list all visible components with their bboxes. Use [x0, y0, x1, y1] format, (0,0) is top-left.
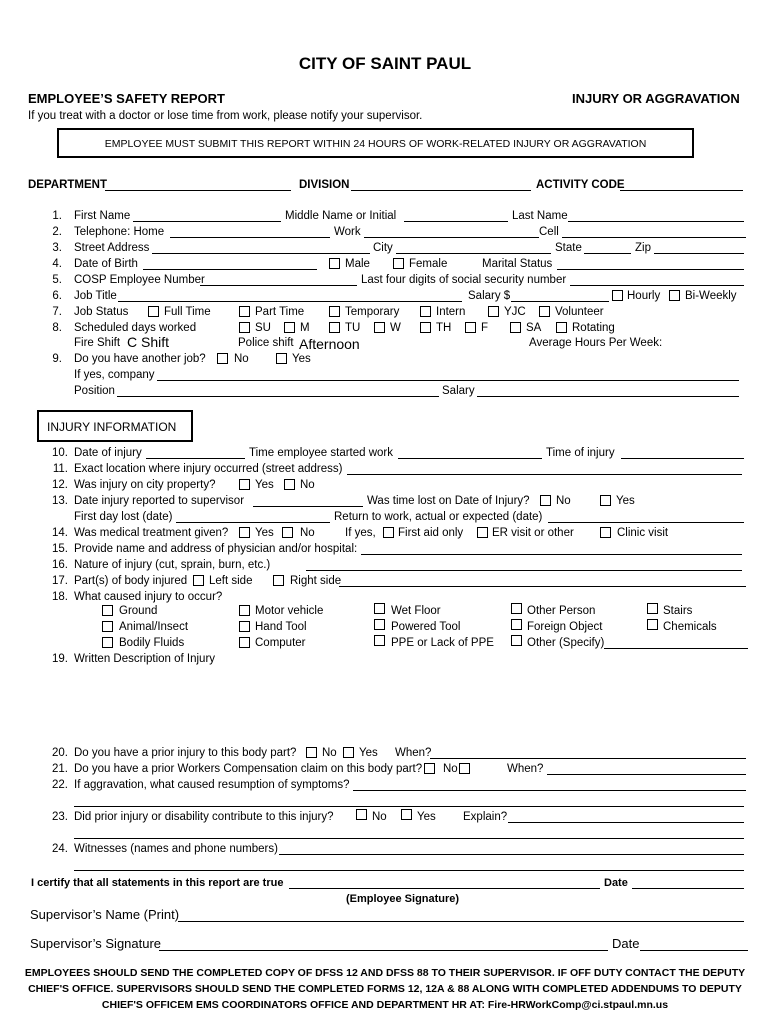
cell-label: Cell	[539, 226, 559, 238]
date-injury-field[interactable]	[146, 458, 245, 459]
return-work-label: Return to work, actual or expected (date)	[334, 511, 543, 523]
home-phone-field[interactable]	[170, 237, 330, 238]
time-started-field[interactable]	[398, 458, 542, 459]
volunteer-checkbox[interactable]	[539, 306, 550, 317]
prior-injury-when-label: When?	[395, 747, 432, 759]
aggravation-label: If aggravation, what caused resumption of symptoms?	[74, 779, 350, 791]
explain-label: Explain?	[463, 811, 508, 823]
item-number: 6.	[52, 290, 62, 302]
prior-injury-yes-label: Yes	[359, 747, 378, 759]
contribute-no-checkbox[interactable]	[356, 809, 367, 820]
male-checkbox[interactable]	[329, 258, 340, 269]
certify-statement: I certify that all statements in this report are true	[31, 877, 284, 889]
time-lost-yes-label: Yes	[616, 495, 635, 507]
item-number: 1.	[52, 210, 62, 222]
item-number: 16.	[52, 559, 68, 571]
fire-shift-label: Fire Shift	[74, 337, 121, 349]
time-lost-yes-checkbox[interactable]	[600, 495, 611, 506]
bodily-fluids-checkbox[interactable]	[102, 637, 113, 648]
animal-label: Animal/Insect	[119, 621, 189, 633]
full-time-label: Full Time	[164, 306, 211, 318]
aggravation-field-line2[interactable]	[74, 806, 744, 807]
item-number: 11.	[52, 463, 68, 475]
zip-field[interactable]	[654, 253, 744, 254]
computer-checkbox[interactable]	[239, 637, 250, 648]
prior-claim-yes-checkbox[interactable]	[459, 763, 470, 774]
division-label: DIVISION	[299, 179, 350, 191]
city-property-yes-label: Yes	[255, 479, 274, 491]
item-number: 17.	[52, 575, 68, 587]
salary2-label: Salary	[442, 385, 475, 397]
friday-label: F	[481, 322, 489, 334]
job-title-label: Job Title	[74, 290, 117, 302]
time-injury-field[interactable]	[621, 458, 744, 459]
clinic-visit-checkbox[interactable]	[600, 527, 611, 538]
time-started-label: Time employee started work	[249, 447, 394, 459]
salary-label: Salary $	[468, 290, 511, 302]
return-work-field[interactable]	[548, 522, 744, 523]
medical-yes-label: Yes	[255, 527, 274, 539]
cosp-number-field[interactable]	[200, 285, 357, 286]
submit-notice: EMPLOYEE MUST SUBMIT THIS REPORT WITHIN 24 HOURS OF WORK-RELATED INJURY OR AGGRAVATION	[104, 138, 647, 150]
nature-field[interactable]	[306, 570, 742, 571]
city-property-no-label: No	[300, 479, 315, 491]
division-field[interactable]	[351, 190, 531, 191]
temporary-label: Temporary	[345, 306, 400, 318]
first-day-lost-label: First day lost (date)	[74, 511, 173, 523]
volunteer-label: Volunteer	[555, 306, 604, 318]
time-lost-no-checkbox[interactable]	[540, 495, 551, 506]
first-day-lost-field[interactable]	[176, 522, 330, 523]
item-number: 20.	[52, 747, 68, 759]
hourly-label: Hourly	[627, 290, 661, 302]
prior-injury-no-label: No	[322, 747, 337, 759]
supervisor-signature-field[interactable]	[159, 950, 608, 951]
full-time-checkbox[interactable]	[148, 306, 159, 317]
middle-name-field[interactable]	[404, 221, 508, 222]
prior-claim-no-label: No	[443, 763, 458, 775]
item-number: 22.	[52, 779, 68, 791]
right-side-label: Right side	[290, 575, 342, 587]
date-reported-label: Date injury reported to supervisor	[74, 495, 245, 507]
ssn-field[interactable]	[570, 285, 744, 286]
er-visit-label: ER visit or other	[492, 527, 574, 539]
job-title-field[interactable]	[118, 301, 462, 302]
hand-tool-label: Hand Tool	[255, 621, 307, 633]
yjc-label: YJC	[504, 306, 526, 318]
police-shift-value[interactable]: Afternoon	[299, 336, 360, 352]
employee-signature-caption: (Employee Signature)	[346, 893, 460, 905]
rotating-label: Rotating	[572, 322, 615, 334]
activity-code-field[interactable]	[620, 190, 743, 191]
location-label: Exact location where injury occurred (street address)	[74, 463, 343, 475]
hourly-checkbox[interactable]	[612, 290, 623, 301]
city-label: City	[373, 242, 393, 254]
stairs-label: Stairs	[663, 605, 693, 617]
powered-tool-label: Powered Tool	[391, 621, 461, 633]
cause-label: What caused injury to occur?	[74, 591, 223, 603]
prior-claim-no-checkbox[interactable]	[424, 763, 435, 774]
marital-status-field[interactable]	[557, 269, 744, 270]
time-lost-no-label: No	[556, 495, 571, 507]
contribute-no-label: No	[372, 811, 387, 823]
foreign-object-label: Foreign Object	[527, 621, 603, 633]
first-aid-checkbox[interactable]	[383, 527, 394, 538]
bodily-fluids-label: Bodily Fluids	[119, 637, 185, 649]
item-number: 13.	[52, 495, 68, 507]
witnesses-field-line2[interactable]	[74, 870, 744, 871]
item-number: 8.	[52, 322, 62, 334]
part-time-label: Part Time	[255, 306, 305, 318]
prior-injury-when-field[interactable]	[430, 758, 746, 759]
sunday-label: SU	[255, 322, 271, 334]
salary-field[interactable]	[511, 301, 609, 302]
left-side-label: Left side	[209, 575, 253, 587]
supervisor-name-label: Supervisor’s Name (Print)	[30, 907, 180, 922]
city-property-no-checkbox[interactable]	[284, 479, 295, 490]
wet-floor-checkbox[interactable]	[374, 603, 385, 614]
thursday-label: TH	[436, 322, 452, 334]
location-field[interactable]	[347, 474, 742, 475]
scheduled-days-label: Scheduled days worked	[74, 322, 197, 334]
certify-date-field[interactable]	[632, 888, 744, 889]
stairs-checkbox[interactable]	[647, 603, 658, 614]
company-field[interactable]	[157, 380, 739, 381]
yjc-checkbox[interactable]	[488, 306, 499, 317]
salary2-field[interactable]	[477, 396, 739, 397]
hand-tool-checkbox[interactable]	[239, 621, 250, 632]
wednesday-label: W	[390, 322, 401, 334]
city-property-label: Was injury on city property?	[74, 479, 216, 491]
marital-status-label: Marital Status	[482, 258, 553, 270]
intern-label: Intern	[436, 306, 466, 318]
clinic-visit-label: Clinic visit	[617, 527, 669, 539]
prior-injury-no-checkbox[interactable]	[306, 747, 317, 758]
item-number: 7.	[52, 306, 62, 318]
item-number: 4.	[52, 258, 62, 270]
footer-line-1: EMPLOYEES SHOULD SEND THE COMPLETED COPY OF DFSS 12 AND DFSS 88 TO THEIR SUPERVISOR. IF OFF DUTY CONTACT THE DEPUTY	[24, 967, 746, 979]
sunday-checkbox[interactable]	[239, 322, 250, 333]
animal-checkbox[interactable]	[102, 621, 113, 632]
item-number: 21.	[52, 763, 68, 775]
another-job-yes-label: Yes	[292, 353, 311, 365]
powered-tool-checkbox[interactable]	[374, 619, 385, 630]
chemicals-label: Chemicals	[663, 621, 717, 633]
medical-no-checkbox[interactable]	[282, 527, 293, 538]
if-yes-label: If yes,	[345, 527, 376, 539]
temporary-checkbox[interactable]	[329, 306, 340, 317]
another-job-no-label: No	[234, 353, 249, 365]
witnesses-field[interactable]	[279, 854, 744, 855]
item-number: 3.	[52, 242, 62, 254]
prior-claim-label: Do you have a prior Workers Compensation claim on this body part?	[74, 763, 423, 775]
state-field[interactable]	[584, 253, 631, 254]
supervisor-date-field[interactable]	[640, 950, 748, 951]
first-name-field[interactable]	[133, 221, 281, 222]
thursday-checkbox[interactable]	[420, 322, 431, 333]
body-parts-field[interactable]	[339, 586, 746, 587]
job-status-label: Job Status	[74, 306, 129, 318]
ppe-checkbox[interactable]	[374, 635, 385, 646]
friday-checkbox[interactable]	[465, 322, 476, 333]
item-number: 24.	[52, 843, 68, 855]
monday-label: M	[300, 322, 310, 334]
company-label: If yes, company	[74, 369, 155, 381]
city-field[interactable]	[396, 253, 551, 254]
physician-field[interactable]	[361, 554, 742, 555]
item-number: 19.	[52, 653, 68, 665]
other-person-checkbox[interactable]	[511, 603, 522, 614]
left-side-checkbox[interactable]	[193, 575, 204, 586]
biweekly-checkbox[interactable]	[669, 290, 680, 301]
date-reported-field[interactable]	[253, 506, 363, 507]
another-job-label: Do you have another job?	[74, 353, 206, 365]
date-injury-label: Date of injury	[74, 447, 142, 459]
notice-text: If you treat with a doctor or lose time from work, please notify your supervisor.	[28, 110, 423, 122]
other-specify-label: Other (Specify)	[527, 637, 605, 649]
time-lost-label: Was time lost on Date of Injury?	[367, 495, 530, 507]
street-label: Street Address	[74, 242, 150, 254]
police-shift-label: Police shift	[238, 337, 294, 349]
department-label: DEPARTMENT	[28, 179, 108, 191]
supervisor-signature-label: Supervisor’s Signature	[30, 936, 162, 951]
foreign-object-checkbox[interactable]	[511, 619, 522, 630]
er-visit-checkbox[interactable]	[477, 527, 488, 538]
medical-no-label: No	[300, 527, 315, 539]
item-number: 14.	[52, 527, 68, 539]
physician-label: Provide name and address of physician and/or hospital:	[74, 543, 358, 555]
position-label: Position	[74, 385, 115, 397]
male-label: Male	[345, 258, 370, 270]
zip-label: Zip	[635, 242, 651, 254]
first-aid-label: First aid only	[398, 527, 464, 539]
other-person-label: Other Person	[527, 605, 596, 617]
item-number: 5.	[52, 274, 62, 286]
wednesday-checkbox[interactable]	[374, 322, 385, 333]
ground-checkbox[interactable]	[102, 605, 113, 616]
another-job-no-checkbox[interactable]	[217, 353, 228, 364]
dob-label: Date of Birth	[74, 258, 138, 270]
motor-vehicle-checkbox[interactable]	[239, 605, 250, 616]
explain-field[interactable]	[508, 822, 744, 823]
footer-line-2: CHIEF'S OFFICE. SUPERVISORS SHOULD SEND THE COMPLETED FORMS 12, 12A & 88 ALONG WITH COMPLETED ADDENDUMS TO DEPUTY	[28, 983, 742, 995]
ssn-label: Last four digits of social security number	[361, 274, 567, 286]
cosp-number-label: COSP Employee Number	[74, 274, 205, 286]
last-name-field[interactable]	[568, 221, 744, 222]
rotating-checkbox[interactable]	[556, 322, 567, 333]
right-side-checkbox[interactable]	[273, 575, 284, 586]
state-label: State	[555, 242, 582, 254]
item-number: 15.	[52, 543, 68, 555]
motor-vehicle-label: Motor vehicle	[255, 605, 324, 617]
item-number: 23.	[52, 811, 68, 823]
street-field[interactable]	[152, 253, 370, 254]
contribute-yes-label: Yes	[417, 811, 436, 823]
cell-field[interactable]	[562, 237, 746, 238]
work-phone-label: Work	[334, 226, 361, 238]
department-field[interactable]	[105, 190, 291, 191]
time-injury-label: Time of injury	[546, 447, 615, 459]
item-number: 10.	[52, 447, 68, 459]
item-number: 12.	[52, 479, 68, 491]
biweekly-label: Bi-Weekly	[685, 290, 737, 302]
ground-label: Ground	[119, 605, 158, 617]
other-specify-checkbox[interactable]	[511, 635, 522, 646]
medical-yes-checkbox[interactable]	[239, 527, 250, 538]
chemicals-checkbox[interactable]	[647, 619, 658, 630]
prior-claim-when-field[interactable]	[547, 774, 746, 775]
part-time-checkbox[interactable]	[239, 306, 250, 317]
first-name-label: First Name	[74, 210, 131, 222]
female-label: Female	[409, 258, 448, 270]
middle-name-label: Middle Name or Initial	[285, 210, 397, 222]
report-title: EMPLOYEE’S SAFETY REPORT	[28, 91, 225, 106]
aggravation-field[interactable]	[353, 790, 746, 791]
item-number: 18.	[52, 591, 68, 603]
fire-shift-value[interactable]: C Shift	[127, 334, 170, 350]
dob-field[interactable]	[143, 269, 317, 270]
explain-field-line2[interactable]	[74, 838, 744, 839]
employee-signature-field[interactable]	[289, 888, 600, 889]
average-hours-label: Average Hours Per Week:	[529, 337, 663, 349]
intern-checkbox[interactable]	[420, 306, 431, 317]
witnesses-label: Witnesses (names and phone numbers)	[74, 843, 278, 855]
work-phone-field[interactable]	[364, 237, 539, 238]
prior-claim-when-label: When?	[507, 763, 544, 775]
ppe-label: PPE or Lack of PPE	[391, 637, 494, 649]
injury-header: INJURY INFORMATION	[47, 420, 177, 434]
monday-checkbox[interactable]	[284, 322, 295, 333]
contribute-yes-checkbox[interactable]	[401, 809, 412, 820]
supervisor-date-label: Date	[612, 936, 640, 951]
telephone-home-label: Telephone: Home	[74, 226, 165, 238]
saturday-label: SA	[526, 322, 542, 334]
footer-line-3: CHIEF'S OFFICEM EMS COORDINATORS OFFICE AND DEPARTMENT HR AT: Fire-HRWorkComp@ci.stpaul.mn.us	[101, 999, 669, 1011]
saturday-checkbox[interactable]	[510, 322, 521, 333]
prior-injury-yes-checkbox[interactable]	[343, 747, 354, 758]
contribute-label: Did prior injury or disability contribute to this injury?	[74, 811, 334, 823]
description-label: Written Description of Injury	[74, 653, 216, 665]
supervisor-name-field[interactable]	[178, 921, 744, 922]
computer-label: Computer	[255, 637, 306, 649]
report-type: INJURY OR AGGRAVATION	[572, 91, 740, 106]
item-number: 9.	[52, 353, 62, 365]
form-title: CITY OF SAINT PAUL	[298, 54, 472, 73]
wet-floor-label: Wet Floor	[391, 605, 441, 617]
tuesday-checkbox[interactable]	[329, 322, 340, 333]
other-specify-field[interactable]	[604, 648, 748, 649]
activity-code-label: ACTIVITY CODE	[536, 179, 625, 191]
prior-injury-label: Do you have a prior injury to this body part?	[74, 747, 297, 759]
last-name-label: Last Name	[512, 210, 568, 222]
nature-label: Nature of injury (cut, sprain, burn, etc.)	[74, 559, 271, 571]
tuesday-label: TU	[345, 322, 361, 334]
item-number: 2.	[52, 226, 62, 238]
medical-label: Was medical treatment given?	[74, 527, 229, 539]
certify-date-label: Date	[604, 877, 628, 889]
female-checkbox[interactable]	[393, 258, 404, 269]
position-field[interactable]	[117, 396, 439, 397]
body-parts-label: Part(s) of body injured	[74, 575, 188, 587]
city-property-yes-checkbox[interactable]	[239, 479, 250, 490]
another-job-yes-checkbox[interactable]	[276, 353, 287, 364]
